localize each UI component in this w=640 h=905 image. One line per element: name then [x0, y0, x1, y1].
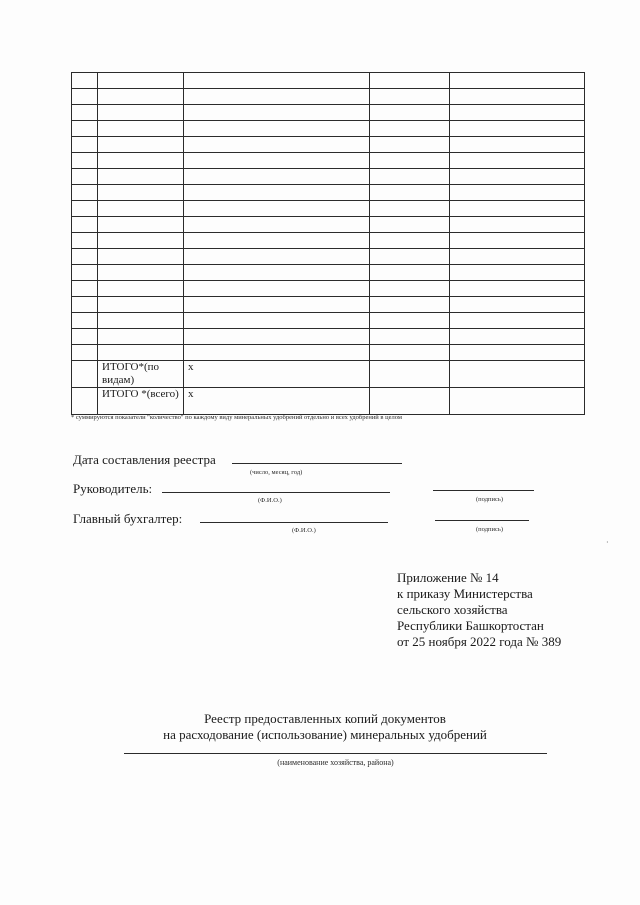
table-row — [72, 201, 585, 217]
table-cell — [184, 217, 370, 233]
table-row-total-by-type — [72, 361, 585, 388]
table-cell — [98, 201, 184, 217]
table-cell — [72, 185, 98, 201]
table-cell — [184, 89, 370, 105]
table-row — [72, 153, 585, 169]
table-cell — [450, 361, 585, 388]
table-cell — [370, 169, 450, 185]
table-cell — [450, 201, 585, 217]
appendix-line: от 25 ноября 2022 года № 389 — [397, 634, 562, 649]
table-cell — [370, 185, 450, 201]
table-cell — [450, 265, 585, 281]
appendix-line: сельского хозяйства — [397, 602, 508, 617]
table-cell — [370, 121, 450, 137]
table-cell — [72, 121, 98, 137]
registry-title-line2: на расходование (использование) минеральных удобрений — [163, 727, 487, 742]
table-cell — [184, 153, 370, 169]
date-line — [232, 463, 402, 464]
table-cell — [184, 329, 370, 345]
table-cell — [184, 281, 370, 297]
table-cell — [370, 201, 450, 217]
table-row — [72, 121, 585, 137]
table-row — [72, 105, 585, 121]
table-cell — [72, 201, 98, 217]
table-cell — [72, 265, 98, 281]
table-cell — [450, 233, 585, 249]
table-cell — [72, 153, 98, 169]
table-row — [72, 185, 585, 201]
table-cell — [450, 89, 585, 105]
table-cell — [98, 169, 184, 185]
appendix-line: к приказу Министерства — [397, 586, 533, 601]
table-cell — [72, 89, 98, 105]
table-cell — [450, 185, 585, 201]
table-cell — [98, 137, 184, 153]
table-cell — [184, 169, 370, 185]
table-cell — [450, 169, 585, 185]
table-cell — [370, 249, 450, 265]
accountant-label: Главный бухгалтер: — [73, 511, 183, 526]
scan-speck: · — [606, 538, 609, 547]
table-cell — [98, 265, 184, 281]
table-cell — [370, 281, 450, 297]
accountant-sign-line — [435, 520, 529, 521]
table-cell — [98, 297, 184, 313]
table-cell — [370, 313, 450, 329]
table-cell — [184, 201, 370, 217]
table-cell — [72, 73, 98, 89]
table-cell — [184, 249, 370, 265]
table-cell — [370, 233, 450, 249]
table-cell — [184, 345, 370, 361]
table-cell — [370, 265, 450, 281]
table-cell — [450, 281, 585, 297]
total-by-type-mark: x — [184, 361, 370, 388]
table-cell — [72, 233, 98, 249]
table-cell — [72, 313, 98, 329]
table-cell — [98, 105, 184, 121]
table-row — [72, 265, 585, 281]
appendix-block — [397, 570, 617, 650]
registry-title-line1: Реестр предоставленных копий документов — [204, 711, 446, 726]
appendix-line: Приложение № 14 — [397, 570, 499, 585]
table-cell — [370, 137, 450, 153]
table-cell — [98, 313, 184, 329]
date-label: Дата составления реестра — [73, 452, 216, 467]
table-cell — [72, 281, 98, 297]
appendix-line: Республики Башкортостан — [397, 618, 544, 633]
table-cell — [370, 297, 450, 313]
table-cell — [370, 73, 450, 89]
table-cell — [370, 217, 450, 233]
table-cell — [98, 233, 184, 249]
table-cell — [184, 137, 370, 153]
farm-name-caption: (наименование хозяйства, района) — [277, 758, 394, 767]
table-cell — [72, 329, 98, 345]
farm-name-line — [124, 753, 547, 754]
table-cell — [370, 89, 450, 105]
table-cell — [98, 185, 184, 201]
head-fio-line — [162, 492, 390, 493]
table-row — [72, 137, 585, 153]
table-row — [72, 281, 585, 297]
table-cell — [72, 105, 98, 121]
table-cell — [72, 345, 98, 361]
table-row — [72, 89, 585, 105]
table-cell — [450, 313, 585, 329]
table-cell — [184, 297, 370, 313]
table-row-total-all — [72, 388, 585, 415]
accountant-fio-caption: (Ф.И.О.) — [292, 527, 316, 534]
head-sign-caption: (подпись) — [476, 496, 503, 503]
table-cell — [98, 89, 184, 105]
head-label: Руководитель: — [73, 481, 153, 496]
table-cell — [370, 361, 450, 388]
table-cell — [370, 345, 450, 361]
table-cell — [450, 249, 585, 265]
table-cell — [370, 153, 450, 169]
table-cell — [450, 105, 585, 121]
table-cell — [184, 105, 370, 121]
total-by-type-label: ИТОГО*(по видам) — [98, 361, 184, 388]
table-cell — [450, 73, 585, 89]
total-all-label: ИТОГО *(всего) — [98, 388, 184, 415]
table-cell — [98, 121, 184, 137]
table-cell — [184, 121, 370, 137]
table-row — [72, 233, 585, 249]
head-sign-line — [433, 490, 534, 491]
table-cell — [72, 137, 98, 153]
table-cell — [98, 329, 184, 345]
total-all-mark: x — [184, 388, 370, 415]
table-cell — [450, 329, 585, 345]
table-cell — [370, 388, 450, 415]
table-cell — [450, 121, 585, 137]
table-cell — [370, 105, 450, 121]
table-footnote: * суммируются показатели "количество" по каждому виду минеральных удобрений отдельно и всех удобрений в целом — [71, 414, 402, 421]
table-row — [72, 313, 585, 329]
table-cell — [450, 297, 585, 313]
table-cell — [98, 73, 184, 89]
table-row — [72, 249, 585, 265]
table-row — [72, 217, 585, 233]
table-cell — [184, 185, 370, 201]
table-cell — [72, 361, 98, 388]
table-cell — [450, 153, 585, 169]
registry-table — [71, 72, 585, 415]
table-cell — [72, 388, 98, 415]
table-row — [72, 345, 585, 361]
table-row — [72, 169, 585, 185]
table-cell — [450, 345, 585, 361]
table-cell — [98, 345, 184, 361]
table-cell — [98, 281, 184, 297]
table-cell — [450, 137, 585, 153]
table-cell — [450, 217, 585, 233]
table-cell — [72, 169, 98, 185]
table-cell — [370, 329, 450, 345]
table-cell — [98, 249, 184, 265]
table-header-row — [72, 73, 585, 89]
table-cell — [72, 249, 98, 265]
date-caption: (число, месяц, год) — [250, 469, 303, 476]
table-cell — [98, 217, 184, 233]
accountant-fio-line — [200, 522, 388, 523]
table-cell — [450, 388, 585, 415]
head-fio-caption: (Ф.И.О.) — [258, 497, 282, 504]
table-row — [72, 329, 585, 345]
table-cell — [184, 265, 370, 281]
table-cell — [184, 313, 370, 329]
table-cell — [72, 217, 98, 233]
table-row — [72, 297, 585, 313]
table-cell — [184, 233, 370, 249]
table-cell — [72, 297, 98, 313]
accountant-sign-caption: (подпись) — [476, 526, 503, 533]
table-cell — [184, 73, 370, 89]
table-cell — [98, 153, 184, 169]
